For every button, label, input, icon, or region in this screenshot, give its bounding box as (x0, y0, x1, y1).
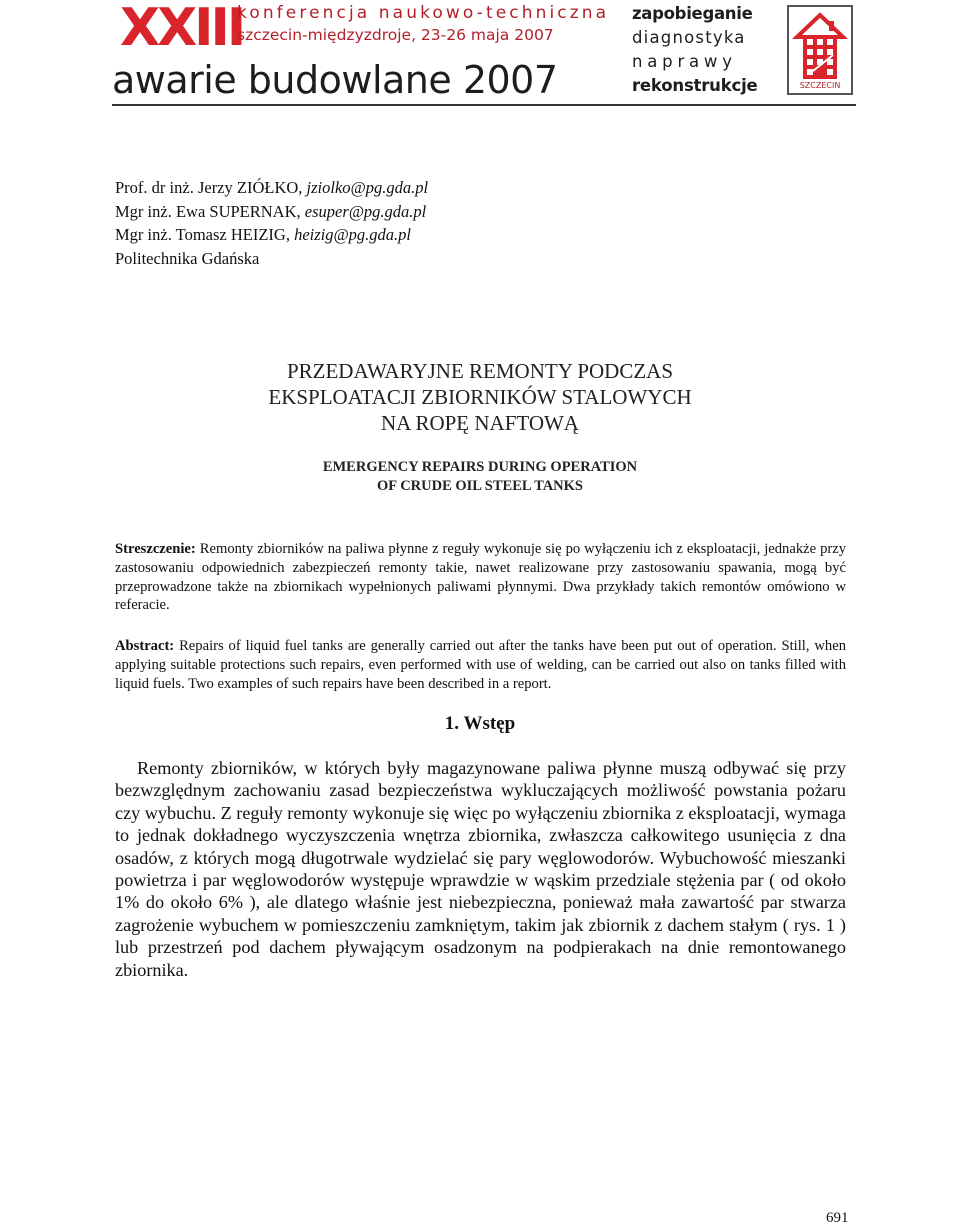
title-line: PRZEDAWARYJNE REMONTY PODCZAS (286, 359, 674, 383)
author-block (115, 176, 428, 270)
logo-label: SZCZECIN (799, 81, 841, 90)
conference-name: konferencja naukowo-techniczna (237, 3, 610, 23)
author-name: Prof. dr inż. Jerzy ZIÓŁKO, (115, 178, 303, 197)
szczecin-building-logo (787, 5, 853, 95)
paper-title-english (0, 458, 960, 495)
title-line: EMERGENCY REPAIRS DURING OPERATION (322, 459, 638, 475)
abstract-text: Repairs of liquid fuel tanks are generally carried out after the tanks have been put out of operation. Still, when applying suitable protections such repairs, even performed with use of welding, can be carried out also on tanks filled with liquid fuels. Two examples of such repairs have been described in a report. (115, 638, 846, 692)
streszczenie-paragraph (115, 540, 846, 615)
header-divider (112, 104, 856, 106)
page-number: 691 (826, 1210, 849, 1226)
conference-banner (0, 0, 960, 110)
author-name: Mgr inż. Tomasz HEIZIG, (115, 225, 290, 244)
conference-series-title: awarie budowlane 2007 (112, 58, 558, 102)
title-line: NA ROPĘ NAFTOWĄ (381, 411, 579, 435)
author-line (115, 223, 428, 247)
topic-item: diagnostyka (632, 28, 746, 47)
paper-title-polish (0, 358, 960, 436)
author-line (115, 176, 428, 200)
topic-item: zapobieganie (632, 4, 753, 23)
body-paragraph: Remonty zbiorników, w których były magazynowane paliwa płynne muszą odbywać się przy bezwzględnym zachowaniu zasad bezpieczeństwa wykluczających możliwość powstania pożaru czy wybuchu. Z reguły remonty wykonuje się więc po wyłączeniu zbiornika z eksploatacji, wymaga to jednak dokładnego wyczyszczenia wnętrza zbiornika, zwłaszcza całkowitego usunięcia z dna osadów, z których mogą długotrwale wydzielać się pary węglowodorów. Wybuchowość mieszanki powietrza i par węglowodorów występuje wprawdzie w wąskim przedziale stężenia par ( od około 1% do około 6% ), ale dlatego właśnie jest niebezpieczna, ponieważ mała zawartość par stwarza zagrożenie wybuchem w pomieszczeniu zamkniętym, takim jak zbiornik z dachem stałym ( rys. 1 ) lub przestrzeń pod dachem pływającym osadzonym na podpierakach na dnie remontowanego zbiornika. (115, 758, 846, 980)
author-name: Mgr inż. Ewa SUPERNAK, (115, 201, 301, 221)
topic-item: naprawy (632, 52, 737, 71)
conference-topics (632, 2, 772, 98)
conference-place-date: szczecin-międzyzdroje, 23-26 maja 2007 (237, 26, 554, 44)
streszczenie-text: Remonty zbiorników na paliwa płynne z reguły wykonuje się po wyłączeniu ich z eksploatacji, jednakże przy zastosowaniu odpowiednich zabezpieczeń remonty takie, nawet realizowane przy zastosowaniu spawania, mogą być przeprowadzone także na zbiornikach wypełnionych paliwami płynnymi. Dwa przykłady takich remontów omówiono w referacie. (115, 541, 846, 614)
abstract-label: Abstract: (115, 638, 175, 654)
title-line: EKSPLOATACJI ZBIORNIKÓW STALOWYCH (268, 385, 692, 409)
abstract-paragraph (115, 637, 846, 693)
author-email: jziolko@pg.gda.pl (306, 178, 429, 197)
author-line (115, 200, 428, 224)
building-icon (789, 7, 851, 83)
section-heading: 1. Wstęp (444, 713, 516, 734)
title-line: OF CRUDE OIL STEEL TANKS (376, 477, 584, 494)
affiliation: Politechnika Gdańska (115, 248, 260, 268)
author-email: heizig@pg.gda.pl (294, 225, 412, 244)
author-email: esuper@pg.gda.pl (304, 201, 427, 221)
topic-item: rekonstrukcje (632, 76, 758, 95)
streszczenie-label: Streszczenie: (115, 541, 196, 557)
conference-number: XXIII (120, 0, 244, 58)
